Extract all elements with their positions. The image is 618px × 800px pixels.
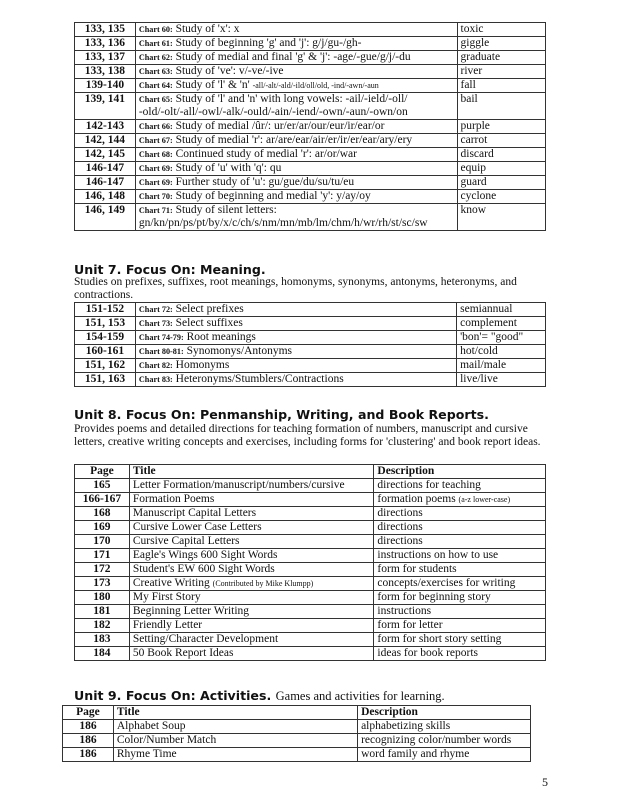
description-text: form for short story setting: [377, 633, 502, 645]
example-word: know: [457, 204, 546, 231]
page-cell: 173: [75, 577, 130, 591]
chart-description: [135, 162, 457, 176]
chart-description: [135, 148, 457, 162]
description-cell: [374, 479, 546, 493]
description-text: form for letter: [377, 619, 443, 631]
chart-desc-text: Study of medial and final 'g' & 'j': -age/-gue/g/j/-du: [175, 51, 411, 63]
chart-label: Chart 70:: [138, 192, 173, 201]
example-word: live/live: [457, 373, 546, 387]
table-row: [75, 549, 546, 563]
description-text: directions: [377, 521, 423, 533]
table-row: [75, 204, 546, 231]
chart-label: Chart 71:: [138, 206, 173, 215]
chart-desc-text: Further study of 'u': gu/gue/du/su/tu/eu: [175, 176, 355, 188]
page-cell: 166-167: [75, 493, 130, 507]
page-range: 151, 153: [75, 317, 136, 331]
page-range: 160-161: [75, 345, 136, 359]
page-range: 142-143: [75, 120, 136, 134]
description-cell: [374, 493, 546, 507]
table-row: [75, 148, 546, 162]
page-cell: 171: [75, 549, 130, 563]
table-row: [75, 345, 546, 359]
title-text: Cursive Lower Case Letters: [132, 521, 262, 533]
example-word: guard: [457, 176, 546, 190]
page-cell: 186: [63, 734, 114, 748]
description-cell: [374, 605, 546, 619]
chart-label: Chart 72:: [138, 305, 173, 314]
page-range: 139, 141: [75, 93, 136, 120]
title-cell: [113, 734, 357, 748]
title-cell: [129, 493, 374, 507]
chart-description: [135, 51, 457, 65]
title-note: (Contributed by Mike Klumpp): [212, 579, 314, 588]
col-header-page: Page: [75, 465, 130, 479]
page-range: 146, 148: [75, 190, 136, 204]
title-text: Eagle's Wings 600 Sight Words: [132, 549, 278, 561]
chart-description: [135, 331, 456, 345]
title-text: Letter Formation/manuscript/numbers/cursive: [132, 479, 345, 491]
title-text: Rhyme Time: [116, 748, 177, 760]
example-word: fall: [457, 79, 546, 93]
page-cell: 170: [75, 535, 130, 549]
unit9-table: [62, 705, 531, 762]
description-text: word family and rhyme: [361, 748, 470, 760]
example-word: discard: [457, 148, 546, 162]
example-word: giggle: [457, 37, 546, 51]
chart-label: Chart 66:: [138, 122, 173, 131]
table-row: [75, 162, 546, 176]
page-cell: 180: [75, 591, 130, 605]
title-cell: [129, 633, 374, 647]
chart-description: [135, 120, 457, 134]
example-word: river: [457, 65, 546, 79]
title-cell: [129, 563, 374, 577]
chart-desc-text: Synomonys/Antonyms: [186, 345, 292, 357]
description-text: directions for teaching: [377, 479, 481, 491]
title-text: Student's EW 600 Sight Words: [132, 563, 275, 575]
table-row: [75, 65, 546, 79]
example-word: toxic: [457, 23, 546, 37]
title-cell: [129, 577, 374, 591]
chart-description: [135, 373, 456, 387]
title-cell: [129, 605, 374, 619]
chart-label: Chart 63:: [138, 67, 173, 76]
description-text: formation poems: [377, 493, 456, 505]
page-range: 146-147: [75, 176, 136, 190]
chart-label: Chart 69:: [138, 164, 173, 173]
example-word: hot/cold: [457, 345, 546, 359]
chart-desc-text: Study of 'l' & 'n': [175, 79, 250, 91]
page-cell: 172: [75, 563, 130, 577]
table-row: [75, 93, 546, 120]
chart-label: Chart 60:: [138, 25, 173, 34]
unit9-title: Unit 9. Focus On: Activities.: [74, 688, 272, 703]
page-range: 151-152: [75, 303, 136, 317]
page-cell: 184: [75, 647, 130, 661]
table-row: [75, 134, 546, 148]
page-range: 142, 144: [75, 134, 136, 148]
table-row: [63, 748, 531, 762]
chart-label: Chart 74-79:: [138, 333, 184, 342]
title-cell: [129, 619, 374, 633]
chart-desc-text: Continued study of medial 'r': ar/or/war: [175, 148, 357, 160]
description-text: form for students: [377, 563, 457, 575]
description-text: instructions: [377, 605, 432, 617]
example-word: graduate: [457, 51, 546, 65]
title-text: Cursive Capital Letters: [132, 535, 240, 547]
chart-desc-text: Heteronyms/Stumblers/Contractions: [175, 373, 344, 385]
chart-desc-text: Study of medial 'r': ar/are/ear/air/er/ir/er/ear/ary/ery: [175, 134, 413, 146]
title-text: Color/Number Match: [116, 734, 217, 746]
title-cell: [129, 521, 374, 535]
page-cell: 182: [75, 619, 130, 633]
description-text: recognizing color/number words: [361, 734, 512, 746]
col-header-page: Page: [63, 706, 114, 720]
example-word: carrot: [457, 134, 546, 148]
description-text: ideas for book reports: [377, 647, 479, 659]
page-range: 133, 136: [75, 37, 136, 51]
chart-description: [135, 190, 457, 204]
table-row: [75, 37, 546, 51]
description-cell: [374, 591, 546, 605]
chart-description: [135, 317, 456, 331]
description-text: concepts/exercises for writing: [377, 577, 516, 589]
example-word: complement: [457, 317, 546, 331]
example-word: bail: [457, 93, 546, 120]
chart-description: [135, 134, 457, 148]
page-range: 142, 145: [75, 148, 136, 162]
title-cell: [113, 748, 357, 762]
table-row: [75, 479, 546, 493]
chart-desc-continued: -old/-olt/-all/-owl/-alk/-ould/-ain/-iend/-own/-aun/-own/on: [138, 106, 408, 118]
chart-label: Chart 69:: [138, 178, 173, 187]
chart-desc-text: Study of 'u' with 'q': qu: [175, 162, 282, 174]
chart-label: Chart 65:: [138, 95, 173, 104]
title-cell: [129, 647, 374, 661]
col-header-description: Description: [358, 706, 531, 720]
title-text: Friendly Letter: [132, 619, 203, 631]
chart-desc-text: Study of beginning and medial 'y': y/ay/oy: [175, 190, 371, 202]
chart-description: [135, 23, 457, 37]
col-header-title: Title: [113, 706, 357, 720]
chart-desc-note: -all/-alt/-ald/-ild/oll/old, -ind/-awn/-aun: [252, 81, 379, 90]
table-row: [75, 633, 546, 647]
description-cell: [374, 535, 546, 549]
description-text: directions: [377, 535, 423, 547]
title-text: Alphabet Soup: [116, 720, 186, 732]
table-row: [75, 521, 546, 535]
unit6-chart-table: [74, 22, 546, 231]
unit7-intro: Studies on prefixes, suffixes, root meanings, homonyms, synonyms, antonyms, heteronyms, and contractions.: [74, 276, 517, 301]
unit8-intro: Provides poems and detailed directions for teaching formation of numbers, manuscript and cursive letters, creative writing concepts and exercises, including forms for 'clustering' and book report ideas.: [74, 423, 541, 448]
page-range: 154-159: [75, 331, 136, 345]
page-range: 133, 137: [75, 51, 136, 65]
page-range: 133, 135: [75, 23, 136, 37]
description-cell: [374, 549, 546, 563]
table-row: [75, 591, 546, 605]
table-row: [75, 79, 546, 93]
chart-desc-text: Homonyms: [175, 359, 230, 371]
unit8-heading: Unit 8. Focus On: Penmanship, Writing, and Book Reports.: [74, 407, 489, 422]
table-row: [75, 563, 546, 577]
page-range: 133, 138: [75, 65, 136, 79]
unit7-heading: Unit 7. Focus On: Meaning.: [74, 262, 266, 277]
description-cell: [358, 748, 531, 762]
table-row: [75, 51, 546, 65]
title-text: Beginning Letter Writing: [132, 605, 250, 617]
chart-desc-text: Select prefixes: [175, 303, 244, 315]
table-row: [75, 120, 546, 134]
chart-desc-text: Root meanings: [186, 331, 256, 343]
table-row: [75, 535, 546, 549]
example-word: purple: [457, 120, 546, 134]
table-row: [75, 493, 546, 507]
chart-label: Chart 61:: [138, 39, 173, 48]
table-row: [75, 190, 546, 204]
table-row: [75, 619, 546, 633]
table-row: [75, 176, 546, 190]
chart-description: [135, 93, 457, 120]
chart-desc-continued: gn/kn/pn/ps/pt/by/x/c/ch/s/nm/mn/mb/lm/chm/h/wr/rh/st/sc/sw: [138, 217, 428, 229]
description-note: (a-z lower-case): [458, 495, 511, 504]
description-text: instructions on how to use: [377, 549, 499, 561]
unit9-subtitle: Games and activities for learning.: [275, 689, 445, 703]
description-text: alphabetizing skills: [361, 720, 451, 732]
example-word: 'bon'= "good": [457, 331, 546, 345]
table-row: [75, 577, 546, 591]
unit8-table: [74, 464, 546, 661]
chart-label: Chart 83:: [138, 375, 173, 384]
example-word: cyclone: [457, 190, 546, 204]
description-cell: [358, 720, 531, 734]
page-cell: 168: [75, 507, 130, 521]
description-cell: [374, 507, 546, 521]
chart-description: [135, 79, 457, 93]
page-cell: 181: [75, 605, 130, 619]
chart-desc-text: Study of 'l' and 'n' with long vowels: -ail/-ield/-oll/: [175, 93, 408, 105]
table-row: [75, 303, 546, 317]
chart-label: Chart 67:: [138, 136, 173, 145]
chart-description: [135, 65, 457, 79]
page-range: 151, 163: [75, 373, 136, 387]
page-number: 5: [542, 775, 548, 789]
chart-description: [135, 303, 456, 317]
unit9-heading: [74, 688, 445, 704]
title-text: Setting/Character Development: [132, 633, 279, 645]
page-cell: 165: [75, 479, 130, 493]
example-word: semiannual: [457, 303, 546, 317]
title-text: Manuscript Capital Letters: [132, 507, 257, 519]
table-row: [75, 23, 546, 37]
table-row: [75, 647, 546, 661]
description-cell: [374, 647, 546, 661]
chart-description: [135, 37, 457, 51]
chart-label: Chart 80-81:: [138, 347, 184, 356]
page-range: 146, 149: [75, 204, 136, 231]
example-word: equip: [457, 162, 546, 176]
chart-desc-text: Study of 'x': x: [175, 23, 240, 35]
description-cell: [374, 563, 546, 577]
example-word: mail/male: [457, 359, 546, 373]
page-cell: 186: [63, 720, 114, 734]
chart-label: Chart 73:: [138, 319, 173, 328]
chart-desc-text: Study of medial /ûr/: ur/er/ar/our/eur/ir/ear/or: [175, 120, 385, 132]
table-row: [75, 331, 546, 345]
chart-label: Chart 68:: [138, 150, 173, 159]
col-header-description: Description: [374, 465, 546, 479]
title-text: My First Story: [132, 591, 201, 603]
description-cell: [374, 619, 546, 633]
table-row: [75, 373, 546, 387]
page-range: 139-140: [75, 79, 136, 93]
description-cell: [374, 577, 546, 591]
title-cell: [129, 507, 374, 521]
title-cell: [113, 720, 357, 734]
page-range: 151, 162: [75, 359, 136, 373]
chart-description: [135, 345, 456, 359]
chart-label: Chart 62:: [138, 53, 173, 62]
table-row: [75, 507, 546, 521]
chart-description: [135, 359, 456, 373]
page-cell: 169: [75, 521, 130, 535]
chart-desc-text: Select suffixes: [175, 317, 243, 329]
title-text: Creative Writing: [132, 577, 210, 589]
unit7-chart-table: [74, 302, 546, 387]
description-text: form for beginning story: [377, 591, 491, 603]
title-cell: [129, 549, 374, 563]
table-row: [63, 734, 531, 748]
table-row: [63, 720, 531, 734]
chart-desc-text: Study of 've': v/-ve/-ive: [175, 65, 284, 77]
page-cell: 186: [63, 748, 114, 762]
chart-label: Chart 64:: [138, 81, 173, 90]
chart-desc-text: Study of beginning 'g' and 'j': g/j/gu-/gh-: [175, 37, 362, 49]
table-row: [75, 605, 546, 619]
description-text: directions: [377, 507, 423, 519]
description-cell: [374, 521, 546, 535]
title-text: 50 Book Report Ideas: [132, 647, 234, 659]
chart-label: Chart 82:: [138, 361, 173, 370]
table-row: [75, 359, 546, 373]
description-cell: [358, 734, 531, 748]
table-row: [75, 317, 546, 331]
chart-desc-text: Study of silent letters:: [175, 204, 277, 216]
title-text: Formation Poems: [132, 493, 215, 505]
title-cell: [129, 591, 374, 605]
chart-description: [135, 176, 457, 190]
chart-description: [135, 204, 457, 231]
col-header-title: Title: [129, 465, 374, 479]
title-cell: [129, 479, 374, 493]
title-cell: [129, 535, 374, 549]
description-cell: [374, 633, 546, 647]
page-range: 146-147: [75, 162, 136, 176]
page-cell: 183: [75, 633, 130, 647]
